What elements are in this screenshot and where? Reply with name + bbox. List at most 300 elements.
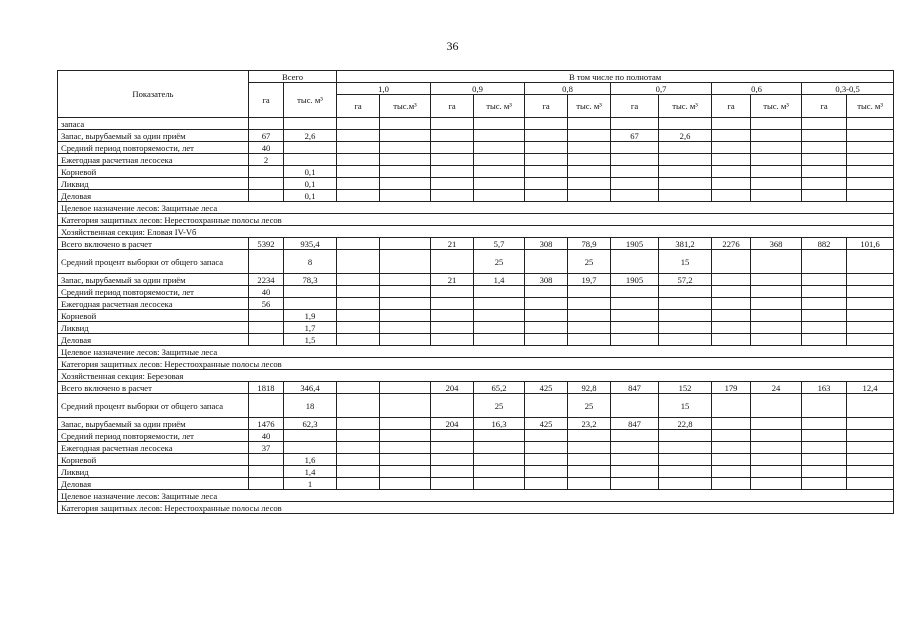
table-cell — [751, 142, 802, 154]
table-cell: 25 — [568, 250, 611, 274]
table-cell — [568, 298, 611, 310]
table-cell — [847, 310, 894, 322]
section-label: Категория защитных лесов: Нерестоохранные полосы лесов — [58, 214, 894, 226]
table-cell — [474, 130, 525, 142]
table-cell: 15 — [659, 250, 712, 274]
table-cell — [380, 298, 431, 310]
ha-header: га — [802, 95, 847, 118]
table-cell — [474, 430, 525, 442]
table-cell — [802, 466, 847, 478]
table-cell — [611, 118, 659, 130]
table-cell: 368 — [751, 238, 802, 250]
table-cell — [659, 166, 712, 178]
row-label: Средний процент выборки от общего запаса — [58, 250, 249, 274]
table-cell — [712, 298, 751, 310]
table-cell — [802, 118, 847, 130]
table-cell: 2234 — [249, 274, 284, 286]
table-row — [58, 286, 894, 298]
table-cell: 40 — [249, 142, 284, 154]
table-cell — [659, 442, 712, 454]
section-row — [58, 490, 894, 502]
table-cell: 21 — [431, 274, 474, 286]
total-ha-header: га — [249, 83, 284, 118]
row-label: Всего включено в расчет — [58, 382, 249, 394]
table-cell — [337, 310, 380, 322]
row-label: Средний процент выборки от общего запаса — [58, 394, 249, 418]
table-cell — [751, 250, 802, 274]
table-cell — [751, 274, 802, 286]
table-cell — [712, 190, 751, 202]
table-cell — [847, 430, 894, 442]
table-cell — [568, 286, 611, 298]
table-cell: 179 — [712, 382, 751, 394]
table-cell — [611, 250, 659, 274]
table-row — [58, 118, 894, 130]
group-header: 0,3-0,5 — [802, 83, 894, 95]
table-cell — [659, 310, 712, 322]
table-cell — [712, 442, 751, 454]
table-cell — [751, 466, 802, 478]
volume-header: тыс. м³ — [474, 95, 525, 118]
section-row — [58, 346, 894, 358]
table-cell — [431, 322, 474, 334]
table-cell — [249, 310, 284, 322]
table-cell — [337, 418, 380, 430]
table-cell — [751, 190, 802, 202]
ha-header: га — [431, 95, 474, 118]
table-cell — [337, 430, 380, 442]
table-cell — [380, 154, 431, 166]
row-label: Ежегодная расчетная лесосека — [58, 154, 249, 166]
ha-header: га — [712, 95, 751, 118]
table-cell — [847, 478, 894, 490]
table-cell — [751, 178, 802, 190]
table-cell: 62,3 — [284, 418, 337, 430]
table-cell: 15 — [659, 394, 712, 418]
table-cell — [611, 322, 659, 334]
row-label: Средний период повторяемости, лет — [58, 286, 249, 298]
row-label: Корневой — [58, 310, 249, 322]
table-cell: 40 — [249, 286, 284, 298]
table-cell — [847, 442, 894, 454]
table-cell — [659, 154, 712, 166]
table-cell — [712, 118, 751, 130]
table-cell — [659, 322, 712, 334]
table-cell: 308 — [525, 274, 568, 286]
volume-header: тыс. м³ — [751, 95, 802, 118]
table-cell — [337, 178, 380, 190]
table-cell — [474, 310, 525, 322]
row-label: Запас, вырубаемый за один приём — [58, 130, 249, 142]
table-cell — [568, 466, 611, 478]
table-cell — [659, 142, 712, 154]
table-cell — [847, 142, 894, 154]
table-cell: 25 — [474, 250, 525, 274]
table-cell: 0,1 — [284, 166, 337, 178]
table-cell — [847, 274, 894, 286]
table-row — [58, 334, 894, 346]
table-cell — [431, 442, 474, 454]
volume-header: тыс. м³ — [659, 95, 712, 118]
table-cell: 847 — [611, 418, 659, 430]
table-cell — [249, 466, 284, 478]
table-cell — [380, 286, 431, 298]
table-cell — [611, 442, 659, 454]
row-label: Запас, вырубаемый за один приём — [58, 274, 249, 286]
table-cell — [802, 274, 847, 286]
table-cell — [337, 298, 380, 310]
table-cell — [712, 430, 751, 442]
table-cell: 57,2 — [659, 274, 712, 286]
table-cell — [474, 118, 525, 130]
table-cell — [284, 286, 337, 298]
table-cell — [847, 154, 894, 166]
table-cell — [611, 478, 659, 490]
table-cell — [474, 298, 525, 310]
table-cell: 19,7 — [568, 274, 611, 286]
table-cell: 1,4 — [284, 466, 337, 478]
table-cell — [802, 298, 847, 310]
table-cell — [474, 190, 525, 202]
row-label: Всего включено в расчет — [58, 238, 249, 250]
table-cell — [380, 166, 431, 178]
header-row-1 — [58, 71, 894, 83]
table-row — [58, 250, 894, 274]
table-cell — [802, 418, 847, 430]
table-cell — [249, 190, 284, 202]
table-cell — [474, 154, 525, 166]
table-cell — [337, 286, 380, 298]
table-cell — [380, 310, 431, 322]
table-cell — [525, 310, 568, 322]
section-label: Категория защитных лесов: Нерестоохранные полосы лесов — [58, 358, 894, 370]
table-row — [58, 430, 894, 442]
row-label: запаса — [58, 118, 249, 130]
table-cell — [249, 250, 284, 274]
table-cell — [659, 118, 712, 130]
table-cell — [431, 118, 474, 130]
table-cell: 18 — [284, 394, 337, 418]
table-cell — [525, 298, 568, 310]
table-cell — [802, 154, 847, 166]
table-cell — [380, 118, 431, 130]
table-cell — [337, 322, 380, 334]
total-header: Всего — [249, 71, 337, 83]
table-cell — [611, 166, 659, 178]
table-cell — [659, 454, 712, 466]
row-label: Запас, вырубаемый за один приём — [58, 418, 249, 430]
table-cell: 25 — [568, 394, 611, 418]
volume-header: тыс.м³ — [380, 95, 431, 118]
density-header: В том числе по полнотам — [337, 71, 894, 83]
row-label: Деловая — [58, 190, 249, 202]
table-cell — [568, 442, 611, 454]
table-cell: 204 — [431, 418, 474, 430]
table-cell — [712, 310, 751, 322]
table-cell — [431, 334, 474, 346]
table-row — [58, 238, 894, 250]
table-cell — [847, 418, 894, 430]
table-cell — [712, 334, 751, 346]
table-cell — [568, 454, 611, 466]
forest-calculation-table — [57, 70, 894, 514]
section-label: Целевое назначение лесов: Защитные леса — [58, 490, 894, 502]
table-cell — [249, 118, 284, 130]
table-cell — [431, 250, 474, 274]
table-cell: 1905 — [611, 274, 659, 286]
section-label: Категория защитных лесов: Нерестоохранные полосы лесов — [58, 502, 894, 514]
table-cell — [659, 190, 712, 202]
table-cell — [659, 478, 712, 490]
table-cell — [751, 154, 802, 166]
table-body — [58, 118, 894, 514]
page-number: 36 — [446, 39, 459, 53]
table-cell — [284, 298, 337, 310]
table-cell: 8 — [284, 250, 337, 274]
table-cell — [568, 310, 611, 322]
table-cell: 92,8 — [568, 382, 611, 394]
table-cell — [431, 394, 474, 418]
table-cell — [284, 442, 337, 454]
table-cell — [337, 154, 380, 166]
table-row — [58, 298, 894, 310]
table-cell: 1,7 — [284, 322, 337, 334]
table-cell — [712, 166, 751, 178]
table-cell — [431, 142, 474, 154]
table-cell — [337, 238, 380, 250]
table-cell — [431, 310, 474, 322]
table-cell — [802, 454, 847, 466]
table-cell — [431, 190, 474, 202]
table-cell — [380, 190, 431, 202]
table-cell — [802, 250, 847, 274]
table-cell: 24 — [751, 382, 802, 394]
table-cell — [568, 430, 611, 442]
table-cell — [802, 286, 847, 298]
table-cell: 1,5 — [284, 334, 337, 346]
table-cell — [847, 190, 894, 202]
section-row — [58, 502, 894, 514]
table-cell: 22,8 — [659, 418, 712, 430]
table-cell — [751, 118, 802, 130]
table-cell — [337, 454, 380, 466]
table-cell — [249, 166, 284, 178]
table-cell: 163 — [802, 382, 847, 394]
table-cell — [380, 322, 431, 334]
table-cell — [474, 178, 525, 190]
table-cell — [525, 250, 568, 274]
table-cell — [847, 334, 894, 346]
table-row — [58, 190, 894, 202]
table-cell — [659, 178, 712, 190]
table-cell: 78,3 — [284, 274, 337, 286]
table-cell — [337, 334, 380, 346]
table-cell — [337, 166, 380, 178]
table-cell — [712, 454, 751, 466]
table-cell — [751, 442, 802, 454]
table-cell — [337, 274, 380, 286]
table-row — [58, 466, 894, 478]
table-cell: 847 — [611, 382, 659, 394]
table-cell — [380, 142, 431, 154]
table-cell — [611, 178, 659, 190]
table-cell — [847, 394, 894, 418]
group-header: 1,0 — [337, 83, 431, 95]
table-cell — [474, 466, 525, 478]
table-cell — [847, 466, 894, 478]
table-row — [58, 442, 894, 454]
table-cell — [611, 394, 659, 418]
table-cell — [751, 166, 802, 178]
table-cell — [525, 394, 568, 418]
table-cell — [337, 118, 380, 130]
table-cell — [847, 322, 894, 334]
table-cell — [431, 178, 474, 190]
table-cell: 0,1 — [284, 178, 337, 190]
table-row — [58, 382, 894, 394]
table-cell — [525, 466, 568, 478]
table-cell — [431, 478, 474, 490]
table-cell: 56 — [249, 298, 284, 310]
table-cell — [712, 250, 751, 274]
table-cell — [847, 178, 894, 190]
table-cell — [525, 178, 568, 190]
total-volume-header: тыс. м³ — [284, 83, 337, 118]
table-cell — [611, 190, 659, 202]
section-label: Целевое назначение лесов: Защитные леса — [58, 346, 894, 358]
table-cell: 12,4 — [847, 382, 894, 394]
table-row — [58, 454, 894, 466]
volume-header: тыс. м³ — [568, 95, 611, 118]
table-cell — [474, 286, 525, 298]
row-label: Корневой — [58, 166, 249, 178]
table-cell: 67 — [611, 130, 659, 142]
table-cell: 16,3 — [474, 418, 525, 430]
table-cell — [525, 478, 568, 490]
table-cell — [712, 178, 751, 190]
table-cell — [249, 478, 284, 490]
row-label: Ежегодная расчетная лесосека — [58, 298, 249, 310]
table-cell — [380, 274, 431, 286]
table-cell — [568, 190, 611, 202]
table-row — [58, 142, 894, 154]
table-row — [58, 322, 894, 334]
table-cell — [751, 322, 802, 334]
section-label: Хозяйственная секция: Березовая — [58, 370, 894, 382]
table-cell — [751, 418, 802, 430]
table-cell: 346,4 — [284, 382, 337, 394]
table-cell — [380, 250, 431, 274]
row-label: Средний период повторяемости, лет — [58, 430, 249, 442]
table-cell — [611, 430, 659, 442]
group-header: 0,9 — [431, 83, 525, 95]
table-cell: 40 — [249, 430, 284, 442]
table-cell — [431, 466, 474, 478]
row-label: Деловая — [58, 478, 249, 490]
table-cell — [611, 334, 659, 346]
table-cell — [568, 178, 611, 190]
table-cell — [380, 418, 431, 430]
table-cell — [751, 478, 802, 490]
table-cell — [611, 142, 659, 154]
table-cell — [712, 154, 751, 166]
table-cell — [568, 118, 611, 130]
table-cell: 204 — [431, 382, 474, 394]
table-cell — [712, 142, 751, 154]
table-cell — [525, 334, 568, 346]
table-cell — [380, 466, 431, 478]
table-cell — [712, 274, 751, 286]
table-cell: 425 — [525, 382, 568, 394]
table-cell: 425 — [525, 418, 568, 430]
table-cell — [802, 130, 847, 142]
volume-header: тыс. м³ — [847, 95, 894, 118]
table-cell — [568, 166, 611, 178]
section-row — [58, 226, 894, 238]
row-label: Корневой — [58, 454, 249, 466]
table-row — [58, 130, 894, 142]
table-cell — [751, 334, 802, 346]
table-cell — [802, 190, 847, 202]
table-cell — [474, 454, 525, 466]
table-cell — [337, 382, 380, 394]
table-row — [58, 154, 894, 166]
table-cell — [525, 322, 568, 334]
table-cell: 2 — [249, 154, 284, 166]
table-cell — [611, 298, 659, 310]
table-cell — [337, 478, 380, 490]
table-cell: 23,2 — [568, 418, 611, 430]
table-cell — [431, 286, 474, 298]
table-cell — [847, 250, 894, 274]
table-cell — [380, 382, 431, 394]
section-row — [58, 370, 894, 382]
section-label: Хозяйственная секция: Еловая IV-Vб — [58, 226, 894, 238]
section-row — [58, 202, 894, 214]
table-cell — [802, 334, 847, 346]
table-cell: 21 — [431, 238, 474, 250]
table-cell — [474, 166, 525, 178]
table-cell — [712, 286, 751, 298]
table-cell — [249, 454, 284, 466]
table-row — [58, 274, 894, 286]
table-cell — [474, 142, 525, 154]
table-cell — [659, 298, 712, 310]
table-cell: 152 — [659, 382, 712, 394]
table-cell — [802, 442, 847, 454]
table-cell — [751, 286, 802, 298]
section-row — [58, 358, 894, 370]
ha-header: га — [611, 95, 659, 118]
table-cell — [611, 286, 659, 298]
ha-header: га — [525, 95, 568, 118]
table-cell — [611, 310, 659, 322]
table-cell — [474, 442, 525, 454]
table-cell — [284, 154, 337, 166]
ha-header: га — [337, 95, 380, 118]
table-cell — [802, 478, 847, 490]
table-cell — [611, 154, 659, 166]
table-cell — [751, 130, 802, 142]
table-cell: 37 — [249, 442, 284, 454]
table-cell — [249, 322, 284, 334]
table-cell — [525, 454, 568, 466]
table-cell — [474, 478, 525, 490]
table-cell — [659, 286, 712, 298]
table-cell — [380, 430, 431, 442]
table-row — [58, 166, 894, 178]
section-row — [58, 214, 894, 226]
